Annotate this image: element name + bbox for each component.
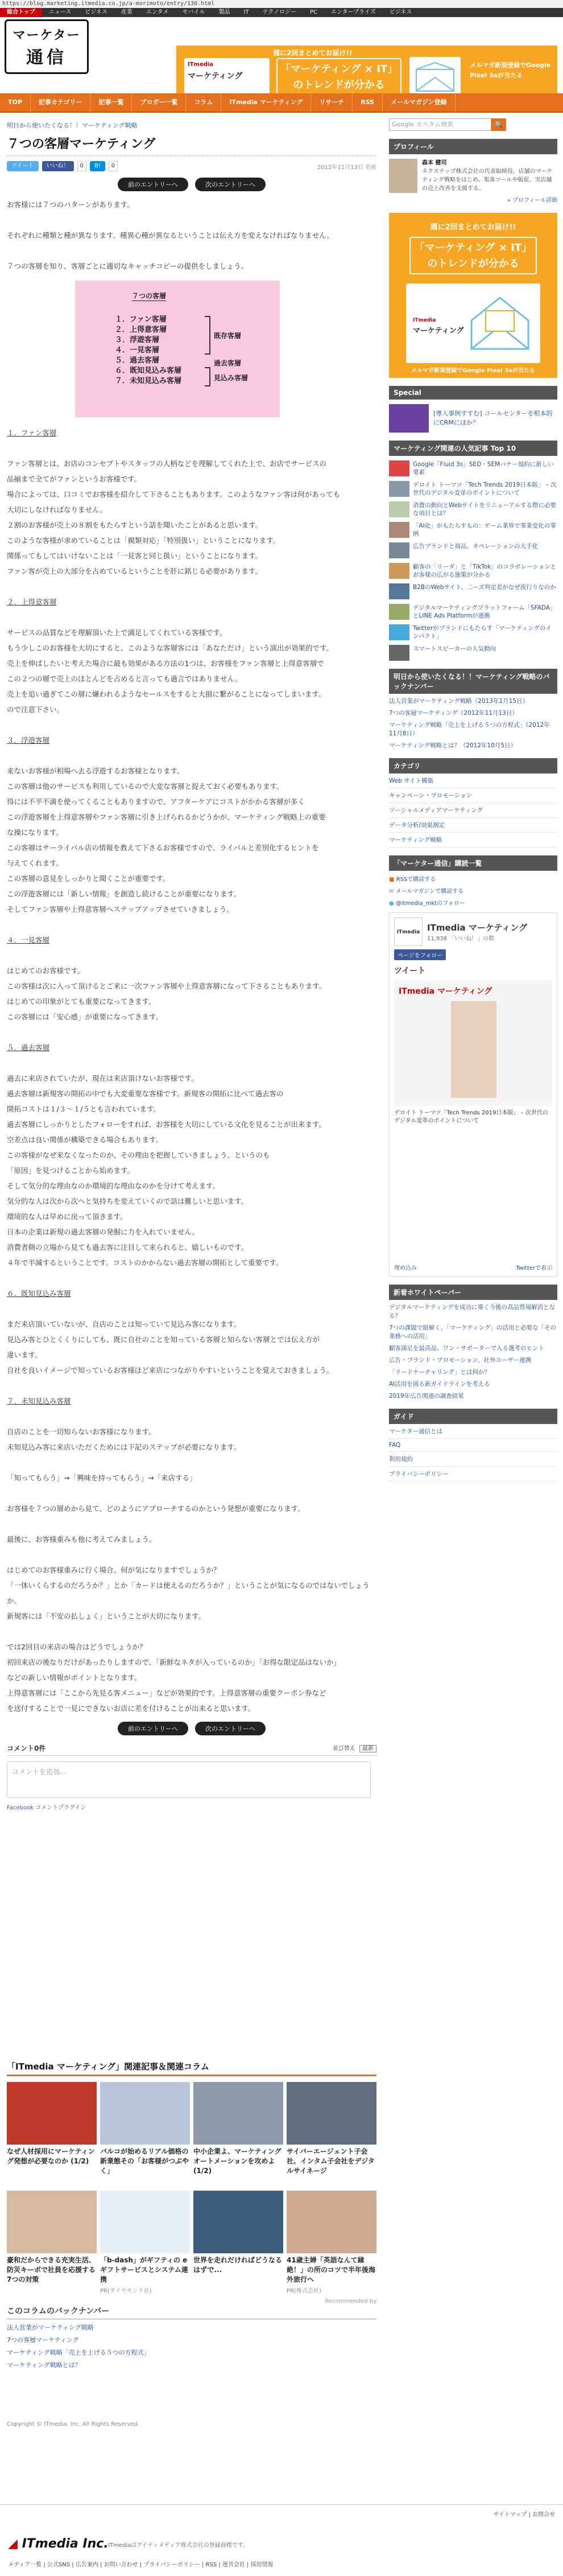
related-card[interactable] <box>193 2191 283 2296</box>
figure-item: ６．既知見込み客層 <box>115 367 182 375</box>
paragraph: サービスの品質などを理解頂いた上で満足してくれている客様です。 <box>7 628 227 637</box>
ranking-thumb <box>389 645 409 661</box>
paragraph: などの新しい情報がポイントとなります。 <box>7 1673 142 1682</box>
tweet-card-title: ITmedia マーケティング <box>399 987 492 996</box>
category-link[interactable]: 明日から使いたくなる！！マーケティング戦略 <box>7 122 138 129</box>
global-nav-item[interactable]: ビジネス <box>85 9 107 15</box>
guide-link[interactable]: プライバシーポリシー <box>389 1467 557 1482</box>
related-caption: 中小企業よ、マーケティングオートメーションを攻めよ (1/2) <box>193 2147 282 2175</box>
paragraph: ７つの客層を知り、客層ごとに適切なキャッチコピーの提供をしましょう。 <box>7 262 249 270</box>
paragraph: 関係ってもしてはいけないことは「一見客と同じ扱い」ということになります。 <box>7 552 263 560</box>
paragraph: 過去に来店されていたが、現在は来店頂けないお客様です。 <box>7 1074 198 1083</box>
paragraph: 「一体いくらするのだろうか？」とか「カードは使えるのだろうか？」ということが気になるのではないでしょうか。 <box>7 1581 370 1605</box>
paragraph: 日本の企業は新規の過去客層の発掘に力を入れていません。 <box>7 1228 200 1236</box>
ranking-item[interactable] <box>389 563 557 579</box>
twitter-follow-link[interactable] <box>389 898 557 907</box>
paragraph: 見込み客とひとくくりにしても、既に自社のことを知っている客層と知らない客層とでは伝え方が <box>7 1335 320 1344</box>
global-nav-item[interactable]: IT <box>243 9 249 15</box>
ranking-thumb <box>389 460 409 476</box>
fb-page-box <box>394 917 552 946</box>
paragraph: 場合によっては、口コミでお客様を紹介して下さることもあります。このようなファン客は何があっても <box>7 490 341 499</box>
global-nav-item[interactable]: ビジネス <box>389 9 412 15</box>
section-heading: ３．浮遊客層 <box>7 736 50 744</box>
paragraph: このような客様が求めていることは「親類対応」「特別扱い」ということになります。 <box>7 536 280 545</box>
tweet-card-image <box>451 1001 496 1098</box>
site-nav-item[interactable]: コラム <box>186 93 221 112</box>
related-sponsor: PR(ダイヤモンド社) <box>100 2288 152 2294</box>
recommended-by: Recommended by <box>325 2298 376 2305</box>
site-nav <box>0 93 563 113</box>
paragraph: 与えてくれます。 <box>7 859 64 867</box>
twitter-widget <box>389 912 557 1277</box>
figure-list <box>115 315 181 386</box>
footer <box>0 2504 563 2576</box>
paragraph: 売上を伸ばしたいと考えた場合に最も効果がある方法の1つは、お客様をファン客層と上得意客層で <box>7 659 324 668</box>
backnumber-link[interactable]: マーケティング戦略とは？（2012年10月5日） <box>389 742 517 749</box>
paragraph: この客様は次に入って頂けるとご来に一次ファン客層や上得意客層になって下さることもあります。 <box>7 982 326 990</box>
paragraph: を送付することで一見にできないお店に差を付けることが出来ると思います。 <box>7 1704 255 1713</box>
whitepaper-link[interactable]: 「リードナーチャリング」とは何か？ <box>389 1369 490 1376</box>
category-link[interactable]: マーケティング戦略 <box>389 833 557 847</box>
figure-brace <box>205 367 210 386</box>
paragraph: 初回来店の後なりだけがあったりしますので、「新鮮なネタが入っているのか」「お得な限定品はないか」 <box>7 1658 341 1666</box>
paragraph: 過去客層は新規客の開拓の中でも大変重要な客様です。新規客の開拓に比べて過去客の <box>7 1089 284 1098</box>
backnumber-link[interactable]: マーケティング戦略「売上を上げる５つの方程式」（2012年11月8日） <box>389 722 550 737</box>
site-logo[interactable] <box>5 19 89 74</box>
related-card[interactable] <box>287 2082 376 2187</box>
category-link[interactable]: キャンペーン・プロモーション <box>389 788 557 803</box>
section-heading: ６．既知見込み客層 <box>7 1289 71 1298</box>
facebook-comment-plugin-link[interactable]: Facebook コメントプラグイン <box>7 1805 86 1811</box>
site-nav-item[interactable]: 記事カテゴリー <box>31 93 91 112</box>
new-whitepaper-heading: 新着ホワイトペーパー <box>389 1285 557 1300</box>
url-bar[interactable]: https://blog.marketing.itmedia.co.jp/a-morimoto/entry/130.html <box>0 0 563 8</box>
guide-link[interactable]: FAQ <box>389 1439 557 1452</box>
mail-link[interactable] <box>389 886 557 895</box>
global-nav-item-top[interactable]: 総合トップ <box>0 8 42 17</box>
category-link[interactable]: ソーシャルメディアマーケティング <box>389 803 557 818</box>
related-card[interactable] <box>7 2191 97 2296</box>
ranking-thumb <box>389 542 409 558</box>
paragraph: 過去客層にしっかりとしたフォローをすれば、お客様を大切にしている文化を見ることが出来ます。 <box>7 1120 326 1129</box>
paragraph: そしてファン客層や上得意客層へステップアップさせていきましょう。 <box>7 905 234 913</box>
next-entry-button[interactable]: 次のエントリーへ <box>195 1722 266 1735</box>
banner-right-text: メルマガ新規登録でGoogle Pixel 3aが当たる <box>470 61 551 79</box>
whitepaper-link[interactable]: 2019年広告関連の調査結果 <box>389 1393 464 1400</box>
sidebar <box>389 118 557 1482</box>
category-list <box>389 773 557 847</box>
global-nav <box>0 8 563 17</box>
figure-item: ３．浮遊客層 <box>115 336 160 344</box>
paragraph: この客層はサーライバル店の情報を教えて下さるお客様ですので、ライバルと差別化するヒントを <box>7 843 319 852</box>
twitter-icon: ● <box>389 900 394 907</box>
related-caption: 41歳主婦「英語なんて縁絶！」の所のコツで半年後海外旅行へ <box>287 2256 376 2283</box>
paragraph: 「知ってもらう」→「興味を持ってもらう」→「来店する」 <box>7 1474 197 1482</box>
global-nav-item[interactable]: 産業 <box>121 9 133 15</box>
paragraph: お客様には７つのパターンがあります。 <box>7 200 134 209</box>
paragraph: 空差点は良い関係が構築できる場合もあります。 <box>7 1135 163 1144</box>
sidebar-banner-box <box>406 283 540 363</box>
guide-link[interactable]: 利用規約 <box>389 1452 557 1467</box>
ranking-text: 「AI化」がもたらすもの：ゲーム業界で事業変化の事例 <box>413 522 556 537</box>
category-heading: カテゴリ <box>389 758 557 773</box>
ranking-thumb <box>389 583 409 599</box>
whitepaper-link[interactable]: デジタルマーケティングを成功に導く今後の高品質場解消となる？ <box>389 1304 556 1319</box>
search-icon: 🔍 <box>494 121 503 129</box>
related-card[interactable] <box>7 2082 97 2187</box>
site-nav-item[interactable]: メールマガジン登録 <box>383 93 456 112</box>
figure-item: １．ファン客層 <box>115 315 167 324</box>
new-whitepaper-list <box>389 1303 557 1401</box>
backnumber-link[interactable]: 7つの客層マーケティング <box>7 2336 79 2344</box>
profile-more-link[interactable]: » プロフィール詳細 <box>507 197 557 204</box>
related-card[interactable] <box>287 2191 376 2296</box>
tweet-button[interactable]: ツイート <box>7 161 39 171</box>
paragraph: では2回目の来店の場合はどうでしょうか？ <box>7 1643 147 1651</box>
category-link[interactable]: Web サイト構築 <box>389 773 557 788</box>
paragraph: 上得意客層には「ここから先見る客メニュー」などが効果的です。上得意客層の重要クーポン券など <box>7 1689 326 1697</box>
ranking-text: 消費の動向とWebサイトをリニューアルする際に必要な項目とは？ <box>413 502 557 517</box>
related-image <box>7 2082 97 2145</box>
related-card[interactable] <box>100 2191 190 2296</box>
pager-bottom <box>7 1722 376 1735</box>
ranking-list <box>389 460 557 661</box>
twitter-follow-text: @itmedia_mktのフォロー <box>395 900 465 907</box>
mail-icon: ✉ <box>389 888 394 895</box>
related-image <box>193 2191 283 2253</box>
rss-link-text: RSSで購読する <box>396 877 436 883</box>
prev-entry-button[interactable]: 前のエントリーへ <box>118 1722 188 1735</box>
logo-mark-icon: ◢ <box>8 2537 18 2551</box>
paragraph: この客層の意見をしっかりと聞くことが重要です。 <box>7 874 170 883</box>
global-nav-item[interactable]: PC <box>309 9 317 15</box>
whitepaper-link[interactable]: 広告・ブランド・プロモーション、社外ユーザー連携 <box>389 1357 532 1364</box>
related-sponsor: PR(株式会社) <box>287 2288 321 2294</box>
special-text: [導入事例すすむ] コールセンターを根本的にCRMにほか？ <box>433 410 553 426</box>
fb-page-likes: 11,938 「いいね！」の数 <box>427 936 495 942</box>
ranking-item[interactable] <box>389 542 557 558</box>
profile-text-box <box>422 159 557 193</box>
sidebar-banner-main: 「マーケティング × IT」のトレンドが分かる <box>409 237 537 274</box>
global-nav-item[interactable]: モバイル <box>182 9 205 15</box>
site-logo-bottom: 通信 <box>26 47 67 68</box>
article-body <box>7 197 376 1716</box>
guide-heading: ガイド <box>389 1409 557 1424</box>
hatena-count: 0 <box>109 161 118 171</box>
related-caption: 豪和だからできる充実生活、防災キーボで社員を応援する7つの対策 <box>7 2256 96 2283</box>
sidebar-newsletter-banner[interactable] <box>389 213 557 378</box>
seven-segments-figure <box>75 281 280 417</box>
figure-title: ７つの客層 <box>132 292 167 300</box>
ranking-text: 広告ブランドと商品、オペレーションの大手化 <box>413 543 539 550</box>
envelope-icon <box>469 295 531 352</box>
sidebar-banner-brand-sub: マーケティング <box>413 327 464 335</box>
special-item[interactable] <box>389 404 557 433</box>
ranking-item[interactable] <box>389 460 557 476</box>
paragraph: はじめての印象がとても重要になってきます。 <box>7 997 156 1006</box>
tweet-embed-link[interactable]: 埋め込み <box>394 1265 417 1271</box>
fb-page-logo[interactable]: ITmedia <box>394 917 423 946</box>
paragraph: 来ないお客様が相場へ去る浮遊するお客様となります。 <box>7 767 184 775</box>
section-heading: ５．過去客層 <box>7 1043 50 1052</box>
related-image <box>287 2082 376 2145</box>
paragraph: 品揃まで全てがファンというお客様です。 <box>7 475 142 483</box>
paragraph: 最後に、お客様重みも他に考えてみましょう。 <box>7 1535 156 1544</box>
paragraph: ４年で半減するということです。コストのかからない過去客層の開拓として重要です。 <box>7 1258 283 1267</box>
paragraph: ファン客層とは、お店のコンセプトやスタッフの人柄などを理解してくれた上で、お店でサービスの <box>7 459 327 468</box>
comment-sort-select[interactable]: 最新 <box>359 1745 376 1752</box>
paragraph: それぞれに種類と種が異なります。種異心種が異なるということは伝え方を変えなければなりません。 <box>7 231 334 240</box>
paragraph: この２つの層で売上のほとんどを占めると言っても過言ではありません。 <box>7 674 242 683</box>
paragraph: 自店のことを一切知らないお客様になります。 <box>7 1427 156 1436</box>
footer-logo[interactable] <box>8 2537 109 2551</box>
whitepaper-link[interactable]: 7つの課題で紐解く、「マーケティング」の活用と必要な「その業務への活用」 <box>389 1324 556 1340</box>
figure-item: ５．過去客層 <box>115 356 160 365</box>
column-backnumber <box>7 2305 376 2369</box>
rss-link[interactable] <box>389 874 557 883</box>
paragraph: ので注意下さい。 <box>7 705 64 714</box>
ranking-text: デロイト トーマツ「Tech Trends 2019日本版」 – 次世代のデジタル変革のポイントについて <box>413 482 557 496</box>
sidebar-backnumber-list <box>389 697 557 750</box>
paragraph: 環境的な人は早めに戻って頂きます。 <box>7 1212 127 1221</box>
mail-link-text: メールマガジンで購読する <box>395 888 464 895</box>
ranking-item[interactable] <box>389 645 557 661</box>
paragraph: はじめてのお客様です。 <box>7 966 85 975</box>
search-row <box>389 118 557 131</box>
sidebar-banner-foot: メルマガ新規登録でGoogle Pixel 3aが当たる <box>411 368 535 374</box>
related-image <box>7 2191 97 2253</box>
related-caption: バルコが始めるリアル価格の新業態その「お客様がつぶやく」 <box>100 2147 189 2175</box>
site-nav-item[interactable]: RSS <box>353 93 383 112</box>
ranking-thumb <box>389 501 409 517</box>
section-heading: ４．一見客層 <box>7 936 50 944</box>
footer-links[interactable]: メディア一覧 | 公式SNS | 広告案内 | お問い合わせ | プライバシーポリシー | RSS | 運営会社 | 採用情報 <box>8 2562 274 2568</box>
sidebar-banner-brand: ITmedia <box>413 318 436 323</box>
post-date: 2012年11月13日 更新 <box>317 164 376 171</box>
ranking-thumb <box>389 604 409 620</box>
paragraph: ２割のお客様が売上の８割をもたらすという話を聞いたことがあると思います。 <box>7 521 263 529</box>
banner-brand-sub: マーケティング <box>188 72 243 81</box>
figure-item: ２．上得意客層 <box>115 326 167 334</box>
subscribe-heading: 「マーケター通信」購読一覧 <box>389 855 557 871</box>
global-nav-item[interactable]: エンタメ <box>146 9 169 15</box>
ranking-text: Twitterがブランドにもたらす「マーケティングのインパクト」 <box>413 625 552 640</box>
figure-item: ７．未知見込み客層 <box>115 377 182 385</box>
ranking-item[interactable] <box>389 522 557 538</box>
ranking-item[interactable] <box>389 624 557 640</box>
figure-tag-existing: 既存客層 <box>214 332 242 340</box>
tweets-label: ツイート <box>394 966 426 976</box>
envelope-icon <box>409 57 461 97</box>
backnumber-link[interactable]: 7つの客層マーケティング（2012年11月13日） <box>389 710 518 717</box>
paragraph: はじめてのお客様重みに行く場合、何が気になりますでしょうか？ <box>7 1566 221 1574</box>
site-logo-top: マーケター <box>13 27 81 43</box>
backnumber-link[interactable]: 法人営業がマーケティング戦略（2013年1月15日） <box>389 698 529 705</box>
ranking-thumb <box>389 563 409 579</box>
related-caption: 世界を走れだければどうなるはずで... <box>193 2256 283 2274</box>
paragraph: 売上を追い過ぎてこの層に嫌われるようなセールスをすると大損に繋がることになってしまいます。 <box>7 690 326 698</box>
backnumber-link[interactable]: マーケティング戦略「売上を上げる５つの方程式」 <box>7 2349 150 2356</box>
paragraph: 消費者側の立場から見ても過去客に注目して来られると、嬉しいものです。 <box>7 1243 249 1252</box>
ranking-item[interactable] <box>389 604 557 620</box>
fb-follow-button[interactable]: ページをフォロー <box>394 949 446 960</box>
paragraph: な操になります。 <box>7 828 64 837</box>
backnumber-title: このコラムのバックナンバー <box>7 2305 376 2319</box>
special-heading: Special <box>389 386 557 400</box>
ranking-heading: マーケティング関連の人気記事 Top 10 <box>389 441 557 456</box>
section-heading: １．ファン客層 <box>7 429 57 437</box>
profile-text: ネクステップ株式会社の代表取締役。店舗のマーケティング戦略をはじめ、集客ツールや販促、実店舗の売上改善を支援する。 <box>422 168 553 192</box>
ranking-item[interactable] <box>389 501 557 517</box>
paragraph: まだ来店頂いていないが、自店のことは知っていて見込み客になります。 <box>7 1320 241 1328</box>
article <box>7 121 376 1811</box>
site-nav-item[interactable]: 記事一覧 <box>90 93 132 112</box>
related-card[interactable] <box>100 2082 190 2187</box>
site-nav-item[interactable]: ブロガー一覧 <box>132 93 186 112</box>
paragraph: もう少しこのお客様を大切にすると、このような客層客には「あなただけ」という演出が効果的です。 <box>7 644 334 652</box>
backnumber-heading: 明日から使いたくなる！！マーケティング戦略のバックナンバー <box>389 669 557 694</box>
paragraph: 違います。 <box>7 1351 42 1359</box>
hatena-button[interactable]: B! <box>90 161 105 171</box>
site-nav-item[interactable]: TOP <box>0 93 31 112</box>
like-button[interactable]: いいね！ <box>42 161 74 171</box>
site-nav-item[interactable]: ITmedia マーケティング <box>221 93 311 112</box>
paragraph: お客様を７つの層めから見て、どのようにアプローチするのかという発想が重要になります。 <box>7 1504 305 1513</box>
page-title: ７つの客層マーケティング <box>7 134 376 156</box>
paragraph: 「原因」を見つけることから始めます。 <box>7 1166 135 1175</box>
ranking-text: スマートスピーカーの人気動向 <box>413 645 496 652</box>
profile-photo <box>389 159 417 193</box>
profile <box>389 159 557 193</box>
ranking-text: Google「Fluid 3s」SEO・SEMバナー規約に新しい要素 <box>413 461 554 476</box>
special-image <box>389 404 429 433</box>
ranking-thumb <box>389 481 409 497</box>
related-grid <box>7 2082 376 2296</box>
comment-section <box>7 1743 376 1811</box>
footer-description: ITmediaはアイティメディア株式会社の登録商標です。 <box>108 2542 249 2549</box>
figure-brace <box>205 316 210 355</box>
next-entry-button[interactable]: 次のエントリーへ <box>195 178 266 191</box>
tweet-card[interactable] <box>394 981 552 1106</box>
ranking-item[interactable] <box>389 583 557 599</box>
backnumber-link[interactable]: マーケティング戦略とは？ <box>7 2361 81 2369</box>
section-heading: ２．上得意客層 <box>7 598 57 606</box>
banner-top-text: 週に2回まとめてお届け!! <box>273 49 353 57</box>
ranking-text: B2BのWebサイト、二ーズ判定差がなぜ流行りなのか <box>413 584 556 591</box>
banner-brand-box <box>184 58 270 98</box>
related-caption: サイバーエージェント子会社、インタム子会社をデジタルサイネージ <box>287 2147 375 2175</box>
ranking-thumb <box>389 522 409 538</box>
comment-count: コメント0件 <box>7 1744 46 1752</box>
comment-sort-label: 並び替え <box>332 1746 355 1752</box>
search-button[interactable] <box>491 118 506 131</box>
profile-heading: プロフィール <box>389 139 557 154</box>
header <box>0 17 563 102</box>
paragraph: 自社を良いイメージで知っているお客様ほど来店につながりやすいということを覚えておきましょう。 <box>7 1366 334 1375</box>
whitepaper-link[interactable]: 顧客満足を最高品、ワン・サポーターで入る選考のヒント <box>389 1345 544 1352</box>
figure-tag-past: 過去客層 <box>214 359 242 367</box>
backnumber-link[interactable]: 法人営業がマーケティング戦略 <box>7 2324 94 2331</box>
related-image <box>100 2082 190 2145</box>
rss-icon: ■ <box>389 877 395 883</box>
section-heading: ７．未知見込み客層 <box>7 1397 71 1405</box>
guide-link[interactable]: マーケター通信とは <box>389 1424 557 1439</box>
sidebar-banner-top: 週に2回まとめてお届け!! <box>430 223 516 232</box>
paragraph: そして気分的な理由なのか環境的な理由なのかを分けて考えます。 <box>7 1182 220 1190</box>
figure-item: ４．一見客層 <box>115 346 160 355</box>
paragraph: 未知見込み客に来店いただくためには下記のステップが必要になります。 <box>7 1443 241 1451</box>
paragraph: この客様がなぜ来なくなったのか、その理由を把握していきましょう。というのも <box>7 1151 270 1159</box>
related-articles <box>7 2060 376 2305</box>
comment-input[interactable]: コメントを追加... <box>7 1762 371 1798</box>
ranking-text: デジタルマーケティングプラットフォーム「SFADA」とLINE Ads Platformが連携 <box>413 604 556 619</box>
paragraph: この浮遊客層には「新しい情報」を創造し続けることが重要になります。 <box>7 890 241 898</box>
global-nav-item[interactable]: 製品 <box>218 9 230 15</box>
related-title: 「ITmedia マーケティング」関連記事＆関連コラム <box>7 2060 376 2076</box>
comment-header <box>7 1743 376 1756</box>
figure-tag-prospect: 見込み客層 <box>214 374 249 382</box>
fb-page-info <box>427 921 527 942</box>
global-nav-item[interactable]: ニュース <box>48 9 72 15</box>
related-image <box>287 2191 376 2253</box>
paragraph: この客層は他のサービスも利用しているので大変な客層と捉えておく必要もあります。 <box>7 782 284 791</box>
paragraph: ファン客が売上の大部分を占めているということを肝に銘じる必要があります。 <box>7 567 262 575</box>
category-link[interactable]: データ分析/効果測定 <box>389 818 557 833</box>
profile-name: 森本 健司 <box>422 160 447 166</box>
prev-entry-button[interactable]: 前のエントリーへ <box>118 178 188 191</box>
paragraph: 得には不平不満を使ってくることもありますので、アフターケアにコストがかかる客層が多く <box>7 797 305 806</box>
global-nav-item[interactable]: テクノロジー <box>262 9 296 15</box>
banner-main-text: 「マーケティング × IT」のトレンドが分かる <box>276 58 401 96</box>
article-category <box>7 121 376 130</box>
fb-page-name[interactable]: ITmedia マーケティング <box>427 923 528 933</box>
related-image <box>193 2082 283 2145</box>
like-count: 0 <box>77 161 86 171</box>
tweet-text: デロイト トーマツ「Tech Trends 2019日本版」 – 次世代のデジタル変革のポイントについて <box>394 1110 548 1124</box>
ranking-text: 顧客の「リーダ」と「TikTok」のコラボレーションとお客様の広がる施策が分かる <box>413 563 557 578</box>
pager-top <box>7 178 376 191</box>
guide-list <box>389 1424 557 1482</box>
paragraph: 気分的な人は次から次へと気持ちを変えていくので話は難しいと思います。 <box>7 1197 249 1205</box>
copyright: Copyright © ITmedia, Inc. All Rights Reserved. <box>7 2421 139 2427</box>
related-card[interactable] <box>193 2082 283 2187</box>
tweet-view-link[interactable]: Twitterで表示 <box>516 1265 552 1271</box>
site-nav-item[interactable]: リサーチ <box>311 93 353 112</box>
paragraph: 新規客には「不安の払しょく」ということが大切になります。 <box>7 1612 206 1620</box>
comment-sort <box>333 1743 376 1753</box>
related-image <box>100 2191 190 2253</box>
footer-top-links[interactable]: サイトマップ | お問合せ <box>493 2512 555 2518</box>
paragraph: 開拓コストは１/３〜１/５とも言われています。 <box>7 1105 160 1113</box>
related-caption: 「b-dash」がギフティの eギフトサービスとシステム連携 <box>100 2256 188 2283</box>
global-nav-item[interactable]: エンタープライズ <box>331 9 376 15</box>
paragraph: 大切にしなければなりません。 <box>7 505 107 514</box>
related-caption: なぜ人材採用にマーケティング発想が必要なのか (1/2) <box>7 2147 95 2165</box>
ranking-thumb <box>389 624 409 640</box>
ranking-item[interactable] <box>389 481 557 497</box>
share-row <box>7 161 376 172</box>
banner-brand: ITmedia <box>188 61 214 68</box>
footer-logo-text: ITmedia Inc. <box>22 2537 109 2551</box>
search-input[interactable]: Google カスタム検索 <box>389 118 491 131</box>
whitepaper-link[interactable]: AI活用を図る新ガイドラインを考える <box>389 1381 490 1388</box>
paragraph: この客層には「安心感」が重要になってきます。 <box>7 1013 163 1021</box>
paragraph: この浮遊客層を上得意客層やファン客層に引き上げられるかどうかが、マーケティング戦略上の重要 <box>7 813 326 821</box>
